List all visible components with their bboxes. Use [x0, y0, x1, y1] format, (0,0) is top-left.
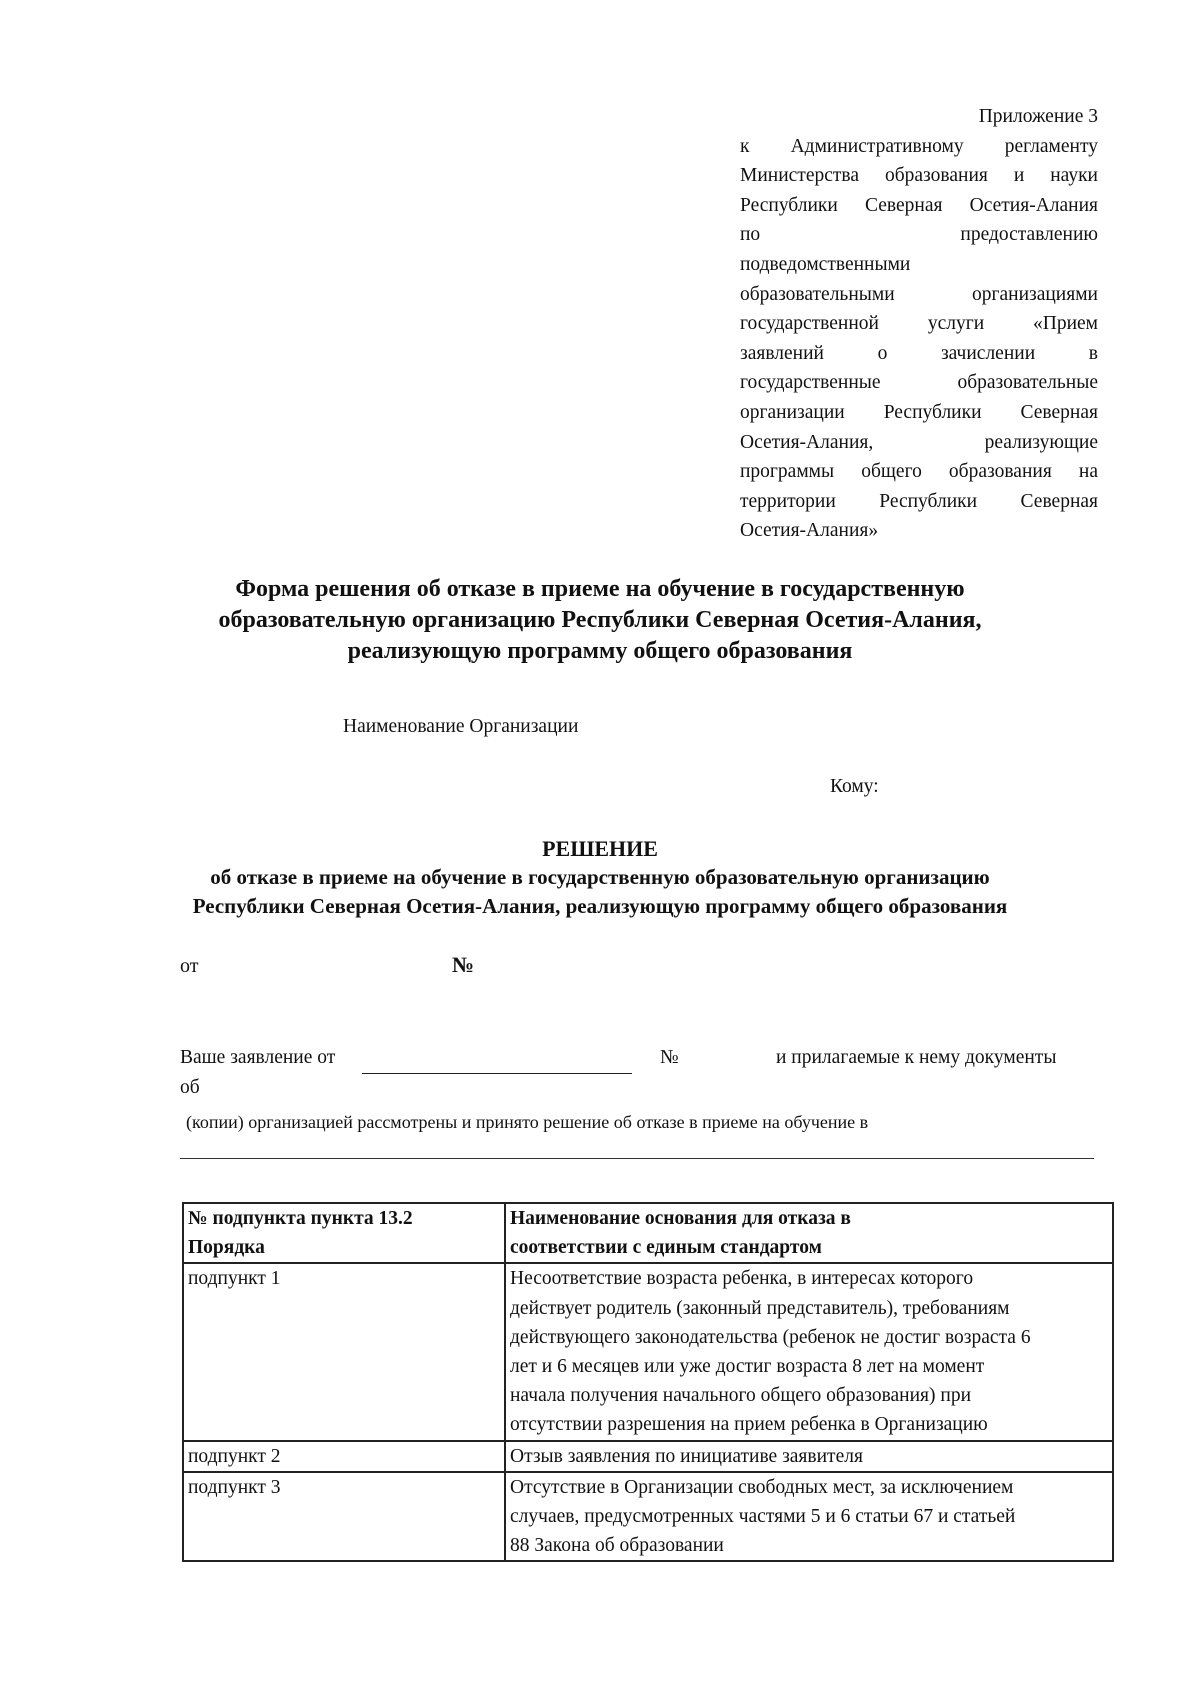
appendix-line: Министерства образования и науки: [740, 165, 1098, 187]
form-title-line: Форма решения об отказе в приеме на обучение в государственную: [235, 576, 965, 602]
appendix-block: [740, 102, 1098, 546]
header-text: № подпункта пункта 13.2: [188, 1208, 413, 1229]
organization-label: Наименование Организации: [343, 716, 579, 737]
header-text: Порядка: [188, 1237, 265, 1259]
reason-line: Несоответствие возраста ребенка, в интересах которого: [510, 1268, 974, 1290]
application-date-blank: [362, 1073, 632, 1074]
table-row: [183, 1263, 1113, 1440]
organization-blank-line: [180, 1158, 1094, 1159]
number-label: №: [452, 952, 475, 977]
table-header-cell: [183, 1203, 505, 1263]
decision-subtitle-line: об отказе в приеме на обучение в государственную образовательную организацию: [210, 865, 990, 889]
form-title: [150, 574, 1050, 667]
application-ob: об: [180, 1077, 200, 1098]
table-row: [183, 1472, 1113, 1562]
appendix-line: организации Республики Северная: [740, 401, 1098, 423]
reason-line: случаев, предусмотренных частями 5 и 6 статьи 67 и статьей: [510, 1506, 1016, 1528]
reason-line: действующего законодательства (ребенок не достиг возраста 6: [510, 1326, 1031, 1348]
table-cell-point: подпункт 3: [183, 1472, 505, 1562]
reason-line: 88 Закона об образовании: [510, 1535, 724, 1557]
form-title-line: образовательную организацию Республики Северная Осетия-Алания,: [218, 607, 982, 633]
reason-line: Отзыв заявления по инициативе заявителя: [510, 1445, 863, 1467]
table-cell-reason: [505, 1263, 1113, 1440]
appendix-line: государственные образовательные: [740, 372, 1098, 394]
table-header-row: [183, 1203, 1113, 1263]
table-cell-point: подпункт 2: [183, 1441, 505, 1472]
decision-heading: РЕШЕНИЕ: [542, 836, 658, 861]
header-text: Наименование основания для отказа в: [510, 1208, 851, 1229]
appendix-line: Республики Северная Осетия-Алания: [740, 194, 1098, 216]
table-cell-reason: [505, 1441, 1113, 1472]
reason-line: лет и 6 месяцев или уже достиг возраста 8 лет на момент: [510, 1356, 985, 1378]
appendix-heading: Приложение 3: [978, 106, 1098, 127]
decision-subtitle-line: Республики Северная Осетия-Алания, реализующую программу общего образования: [192, 894, 1008, 918]
appendix-line: по предоставлению: [740, 224, 1098, 246]
table-cell-reason: [505, 1472, 1113, 1562]
appendix-line: Осетия-Алания, реализующие: [740, 431, 1098, 453]
to-label: Кому:: [830, 776, 879, 797]
table-row: [183, 1441, 1113, 1472]
appendix-line: Осетия-Алания»: [740, 520, 879, 542]
reason-line: действует родитель (законный представитель), требованиям: [510, 1297, 1010, 1319]
reason-line: начала получения начального общего образования) при: [510, 1385, 972, 1407]
header-text: соответствии с единым стандартом: [510, 1237, 822, 1259]
table-cell-point: подпункт 1: [183, 1263, 505, 1440]
appendix-line: программы общего образования на: [740, 461, 1098, 483]
appendix-line: заявлений о зачислении в: [740, 342, 1098, 364]
appendix-line: образовательными организациями: [740, 283, 1098, 305]
from-label: от: [180, 955, 199, 977]
reason-line: отсутствии разрешения на прием ребенка в Организацию: [510, 1414, 988, 1436]
appendix-line: государственной услуги «Прием: [740, 313, 1098, 335]
reason-line: Отсутствие в Организации свободных мест, за исключением: [510, 1476, 1014, 1498]
table-header-cell: [505, 1203, 1113, 1263]
application-suffix: и прилагаемые к нему документы: [776, 1047, 1057, 1068]
application-number: №: [660, 1047, 679, 1068]
application-prefix: Ваше заявление от: [180, 1047, 336, 1068]
decision-title: [150, 834, 1050, 921]
application-copies-line: (копии) организацией рассмотрены и принято решение об отказе в приеме на обучение в: [186, 1112, 869, 1132]
form-title-line: реализующую программу общего образования: [347, 638, 853, 664]
refusal-reasons-table: [182, 1202, 1114, 1562]
appendix-line: территории Республики Северная: [740, 490, 1098, 512]
appendix-line: к Административному регламенту: [740, 135, 1098, 157]
appendix-line: подведомственными: [740, 253, 911, 275]
